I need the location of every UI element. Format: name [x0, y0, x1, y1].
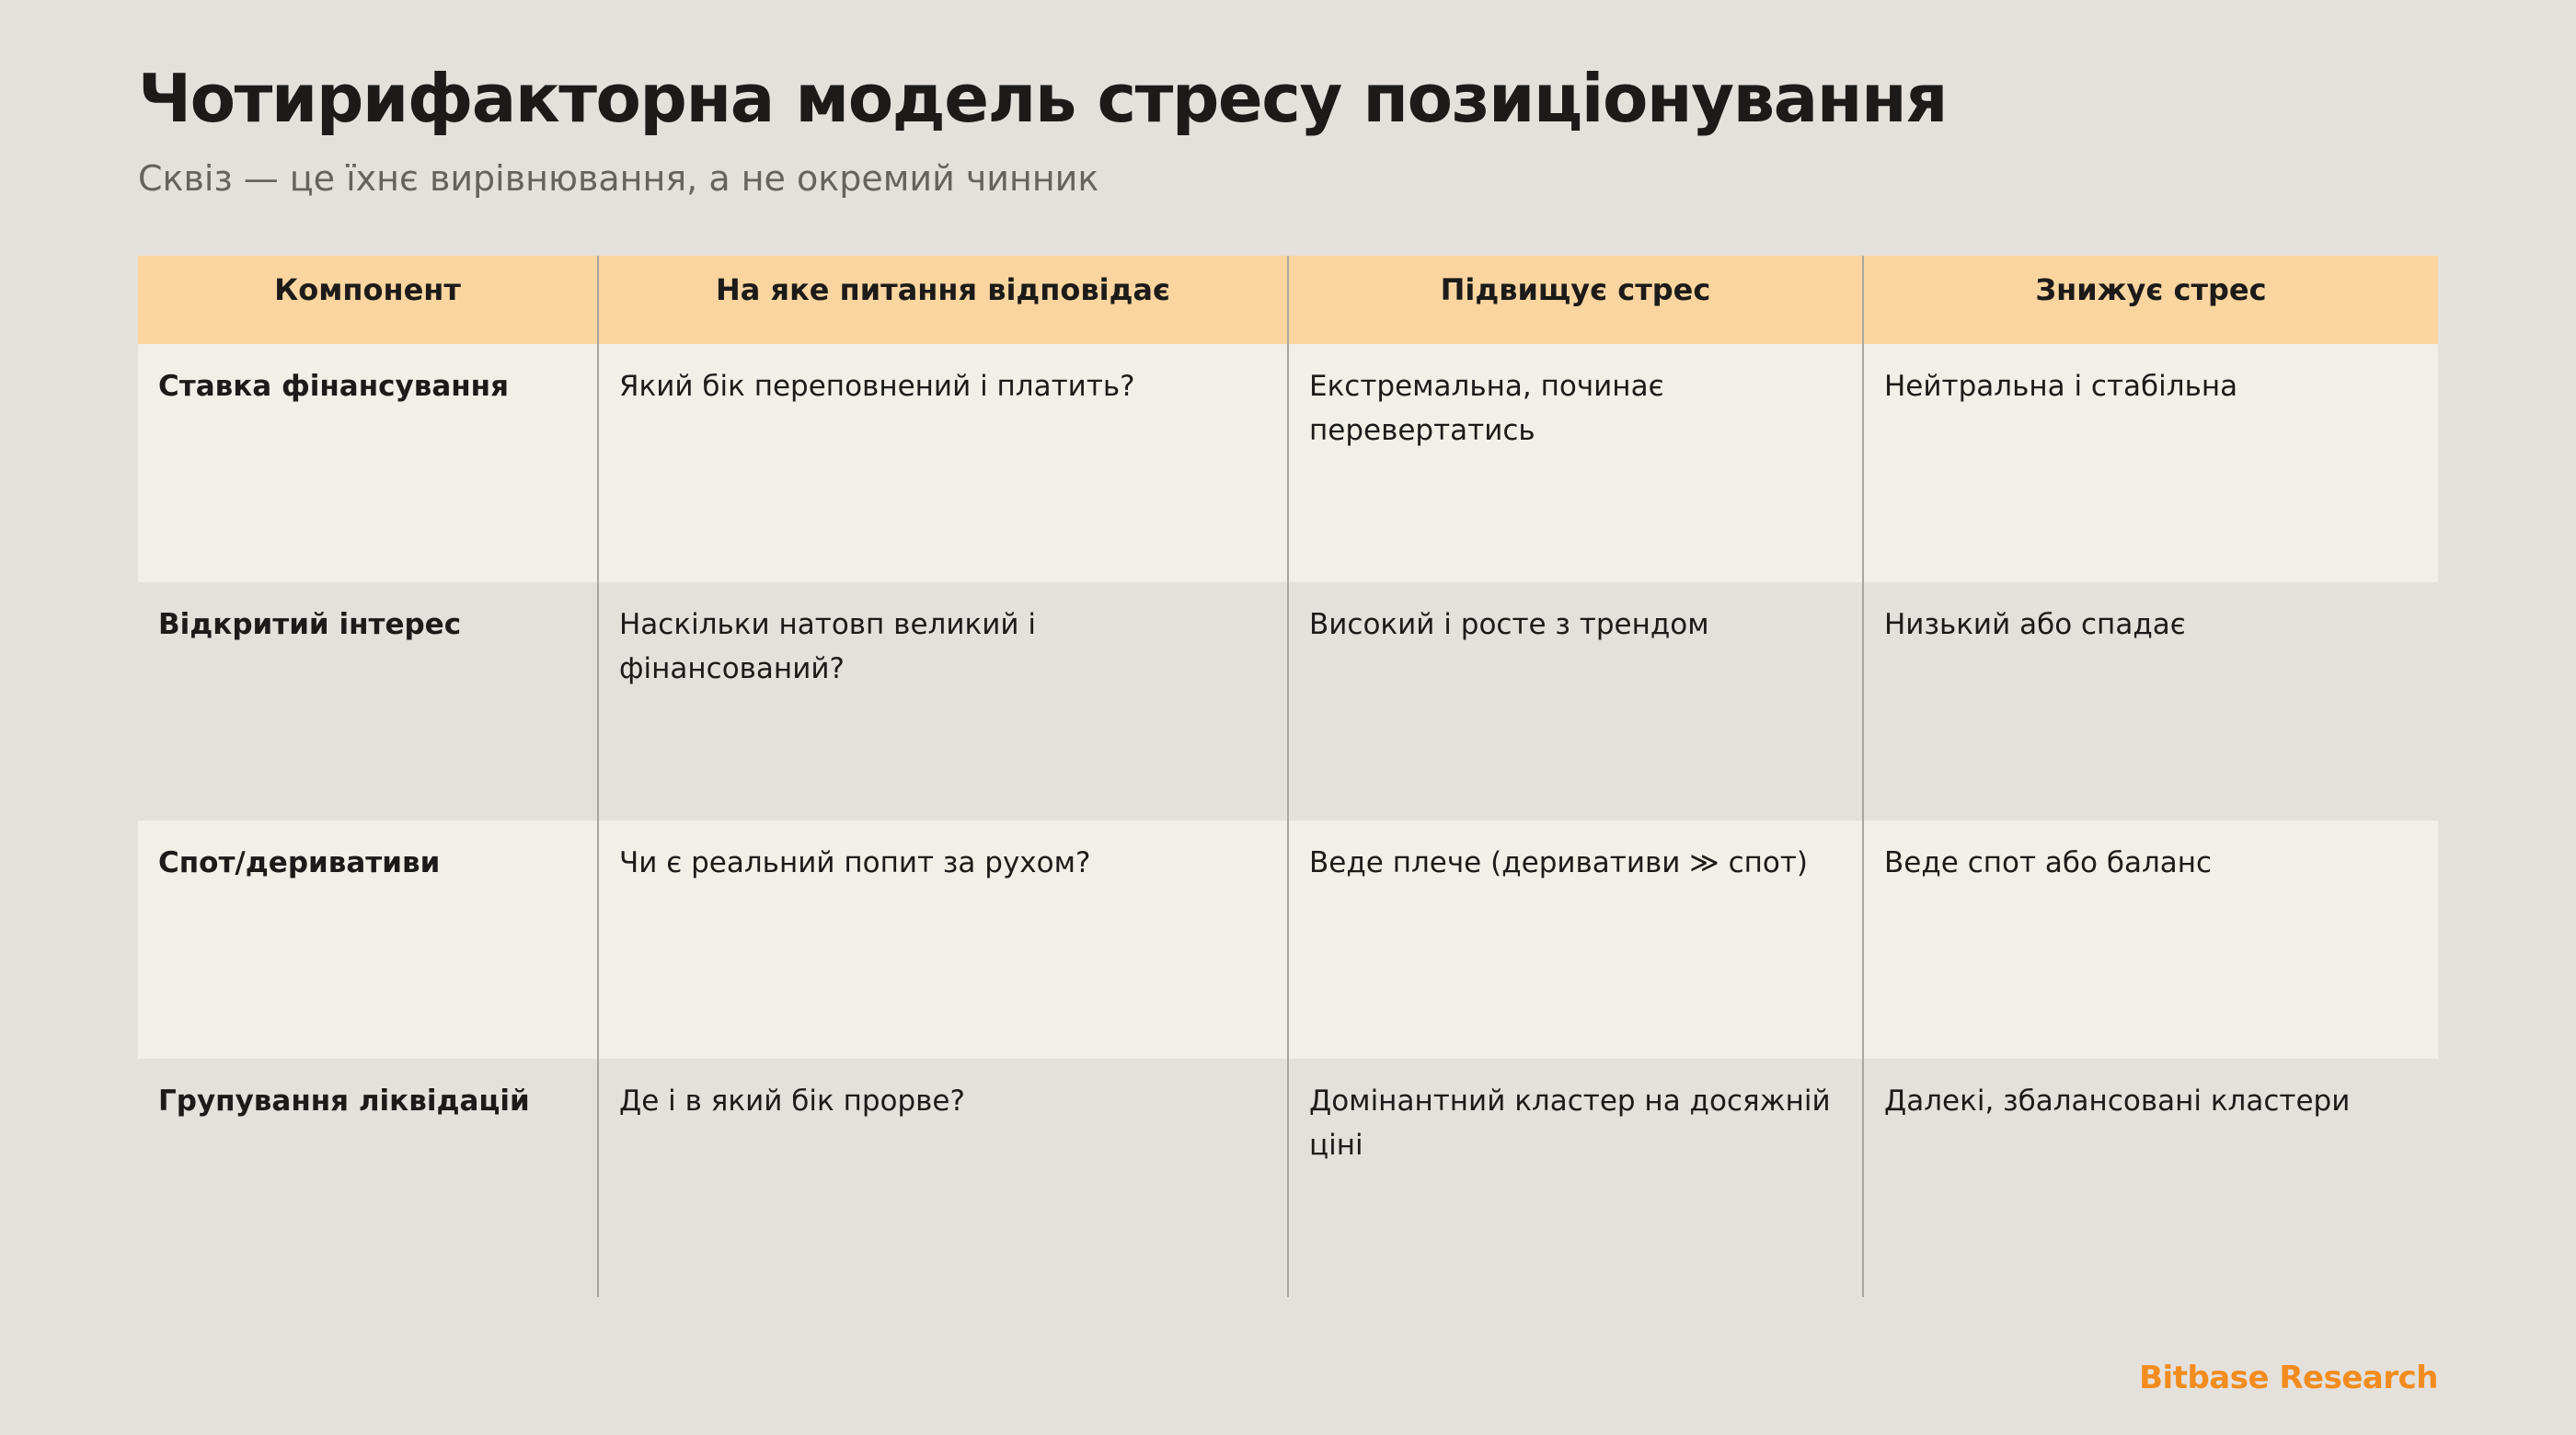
header-question: На яке питання відповідає: [598, 256, 1288, 344]
page-subtitle: Сквіз — це їхнє вирівнювання, а не окремий чинник: [138, 158, 1099, 199]
row-component: Ставка фінансування: [138, 344, 598, 582]
row-raises-stress: Високий і росте з трендом: [1288, 582, 1863, 821]
row-lowers-stress: Веде спот або баланс: [1863, 821, 2438, 1059]
row-component: Відкритий інтерес: [138, 582, 598, 821]
header-raises-stress: Підвищує стрес: [1288, 256, 1863, 344]
header-component: Компонент: [138, 256, 598, 344]
table-row: [138, 821, 2438, 1059]
row-component: Спот/деривативи: [138, 821, 598, 1059]
row-lowers-stress: Низький або спадає: [1863, 582, 2438, 821]
row-question: Де і в який бік прорве?: [598, 1059, 1288, 1297]
header-lowers-stress: Знижує стрес: [1863, 256, 2438, 344]
table-row: [138, 344, 2438, 582]
table-row: [138, 1059, 2438, 1297]
row-lowers-stress: Далекі, збалансовані кластери: [1863, 1059, 2438, 1297]
row-raises-stress: Домінантний кластер на досяжній ціні: [1288, 1059, 1863, 1297]
row-question: Чи є реальний попит за рухом?: [598, 821, 1288, 1059]
row-component: Групування ліквідацій: [138, 1059, 598, 1297]
row-question: Який бік переповнений і платить?: [598, 344, 1288, 582]
row-raises-stress: Екстремальна, починає перевертатись: [1288, 344, 1863, 582]
brand-logo-text: Bitbase Research: [2139, 1360, 2438, 1396]
row-lowers-stress: Нейтральна і стабільна: [1863, 344, 2438, 582]
table-row: [138, 582, 2438, 821]
stress-model-table: [138, 256, 2438, 1297]
page-title: Чотирифакторна модель стресу позиціонування: [138, 60, 1947, 137]
row-raises-stress: Веде плече (деривативи ≫ спот): [1288, 821, 1863, 1059]
row-question: Наскільки натовп великий і фінансований?: [598, 582, 1288, 821]
table-header-row: [138, 256, 2438, 344]
